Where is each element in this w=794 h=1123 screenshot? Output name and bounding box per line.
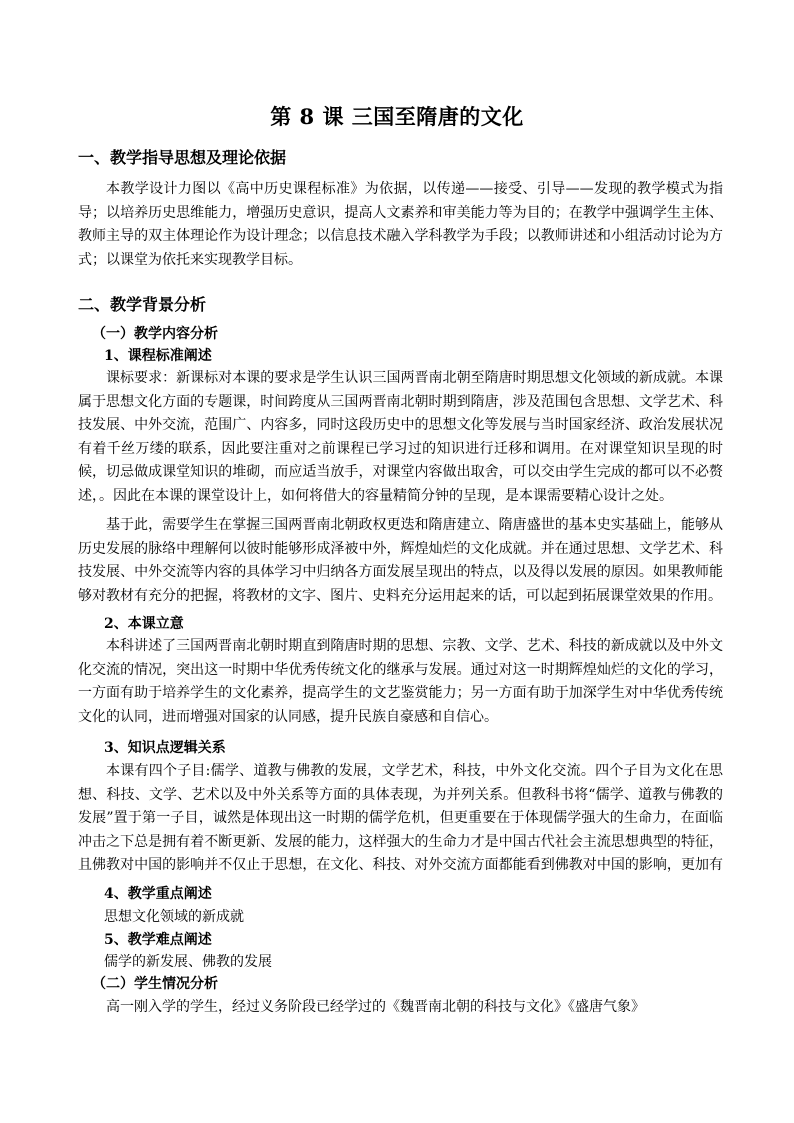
page-title: 第 8 课 三国至隋唐的文化 <box>270 104 524 129</box>
item-heading-curriculum-standard: 1、课程标准阐述 <box>104 348 212 364</box>
text-teaching-focus: 思想文化领域的新成就 <box>104 909 244 925</box>
item-heading-teaching-focus: 4、教学重点阐述 <box>104 886 212 902</box>
section-heading-guiding-ideology: 一、教学指导思想及理论依据 <box>78 148 287 167</box>
subsection-heading-content-analysis: （一）教学内容分析 <box>92 326 218 342</box>
item-heading-knowledge-logic: 3、知识点逻辑关系 <box>104 740 226 756</box>
text-teaching-difficulty: 儒学的新发展、佛教的发展 <box>104 954 272 970</box>
item-heading-lesson-intent: 2、本课立意 <box>104 616 184 632</box>
paragraph-lesson-intent: 本科讲述了三国两晋南北朝时期直到隋唐时期的思想、宗教、文学、艺术、科技的新成就以及中外文化交流的情况，突出这一时期中华优秀传统文化的继承与发展。通过对这一时期辉煌灿烂的文化的学习，一方面有助于培养学生的文化素养，提高学生的文艺鉴赏能力；另一方面有助于加深学生对中华优秀传统文化的认同，进而增强对国家的认同感，提升民族自豪感和自信心。 <box>78 638 723 725</box>
paragraph-student-analysis: 高一刚入学的学生，经过义务阶段已经学过的《魏晋南北朝的科技与文化》《盛唐气象》 <box>106 999 645 1015</box>
paragraph-curriculum-basis: 基于此，需要学生在掌握三国两晋南北朝政权更迭和隋唐建立、隋唐盛世的基本史实基础上，能够从历史发展的脉络中理解何以彼时能够形成泽被中外，辉煌灿烂的文化成就。并在通过思想、文学艺术、科技发展、中外交流等内容的具体学习中归纳各方面发展呈现出的特点，以及得以发展的原因。如果教师能够对教材有充分的把握，将教材的文字、图片、史料充分运用起来的话，可以起到拓展课堂效果的作用。 <box>78 517 723 604</box>
paragraph-guiding-ideology: 本教学设计力图以《高中历史课程标准》为依据，以传递——接受、引导——发现的教学模式为指导；以培养历史思维能力，增强历史意识，提高人文素养和审美能力等为目的；在教学中强调学生主体、教师主导的双主体理论作为设计理念；以信息技术融入学科教学为手段；以教师讲述和小组活动讨论为方式；以课堂为依托来实现教学目标。 <box>78 181 723 268</box>
subsection-heading-student-analysis: （二）学生情况分析 <box>92 976 218 992</box>
section-heading-background-analysis: 二、教学背景分析 <box>78 295 207 314</box>
paragraph-knowledge-logic: 本课有四个子目:儒学、道教与佛教的发展，文学艺术，科技，中外文化交流。四个子目为文化在思想、科技、文学、艺术以及中外关系等方面的具体表现，为并列关系。但教科书将“儒学、道教与佛教的发展”置于第一子目，诚然是体现出这一时期的儒学危机，但更重要在于体现儒学强大的生命力，在面临冲击之下总是拥有着不断更新、发展的能力，这样强大的生命力才是中国古代社会主流思想典型的特征，且佛教对中国的影响并不仅止于思想，在文化、科技、对外交流方面都能看到佛教对中国的影响，更加有 <box>78 763 723 873</box>
item-heading-teaching-difficulty: 5、教学难点阐述 <box>104 932 212 948</box>
paragraph-curriculum-standard: 课标要求：新课标对本课的要求是学生认识三国两晋南北朝至隋唐时期思想文化领域的新成就。本课属于思想文化方面的专题课，时间跨度从三国两晋南北朝时期到隋唐，涉及范围包含思想、文学艺术、科技发展、中外交流，范围广、内容多，同时这段历史中的思想文化等发展与当时国家经济、政治发展状况有着千丝万缕的联系，因此要注重对之前课程已学习过的知识进行迁移和调用。在对课堂知识呈现的时候，切忌做成课堂知识的堆砌，而应适当放手，对课堂内容做出取舍，可以交由学生完成的都可以不必赘述，。因此在本课的课堂设计上，如何将借大的容量精简分钟的呈现，是本课需要精心设计之处。 <box>78 370 723 504</box>
